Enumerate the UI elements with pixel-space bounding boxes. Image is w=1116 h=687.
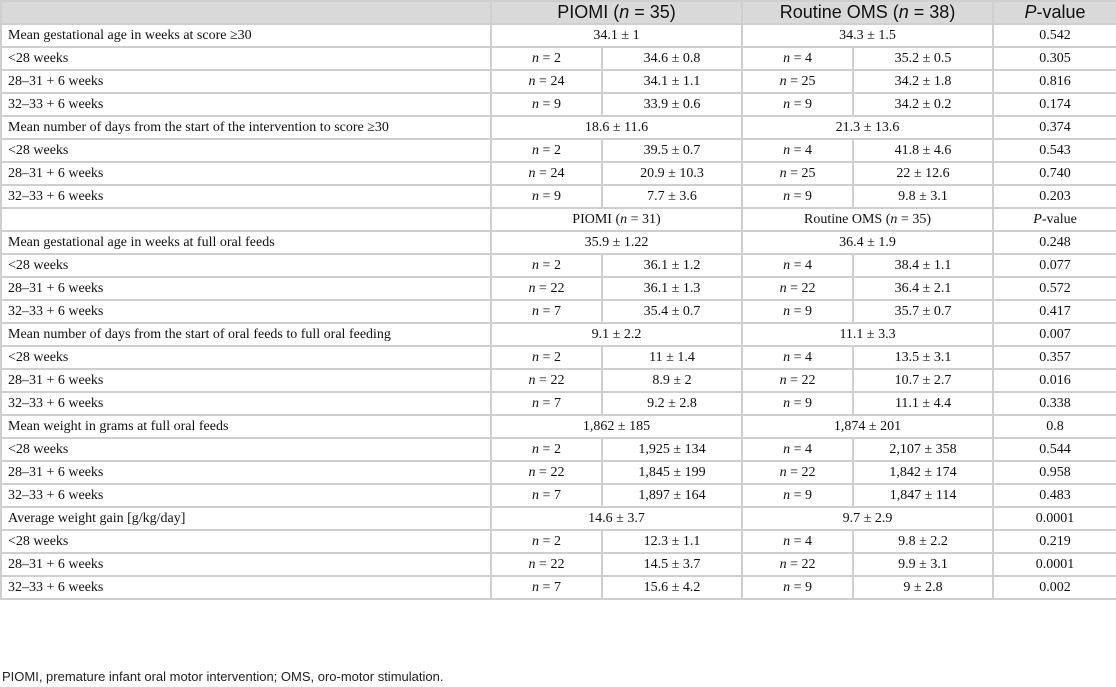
p-value: 0.483	[993, 484, 1116, 507]
routine-oms-n: n = 4	[742, 346, 853, 369]
piomi-n: n = 22	[491, 369, 602, 392]
p-value: 0.544	[993, 438, 1116, 461]
table-row-main	[1, 24, 1116, 47]
routine-oms-n: n = 4	[742, 47, 853, 70]
row-label: Average weight gain [g/kg/day]	[1, 507, 491, 530]
routine-oms-value: 9 ± 2.8	[853, 576, 993, 599]
piomi-value: 1,897 ± 164	[602, 484, 742, 507]
row-label: 28–31 + 6 weeks	[1, 553, 491, 576]
row-label: 32–33 + 6 weeks	[1, 392, 491, 415]
p-value: 0.077	[993, 254, 1116, 277]
table-body	[1, 24, 1116, 599]
piomi-value: 20.9 ± 10.3	[602, 162, 742, 185]
piomi-n: n = 9	[491, 185, 602, 208]
header-row	[1, 1, 1116, 24]
routine-oms-value: 22 ± 12.6	[853, 162, 993, 185]
piomi-value: 33.9 ± 0.6	[602, 93, 742, 116]
routine-oms-n: n = 4	[742, 530, 853, 553]
row-label: 32–33 + 6 weeks	[1, 484, 491, 507]
routine-oms-value: 34.2 ± 0.2	[853, 93, 993, 116]
table-row-sub	[1, 139, 1116, 162]
routine-oms-n: n = 22	[742, 369, 853, 392]
routine-oms-n: n = 9	[742, 392, 853, 415]
routine-oms-value: 9.9 ± 3.1	[853, 553, 993, 576]
table-row-sub	[1, 461, 1116, 484]
table-row-sub	[1, 553, 1116, 576]
routine-oms-value: 36.4 ± 1.9	[742, 231, 993, 254]
routine-oms-value: 36.4 ± 2.1	[853, 277, 993, 300]
table-row-sub	[1, 70, 1116, 93]
piomi-value: 15.6 ± 4.2	[602, 576, 742, 599]
row-label	[1, 208, 491, 231]
routine-oms-n: n = 9	[742, 185, 853, 208]
piomi-value: 36.1 ± 1.3	[602, 277, 742, 300]
table-row-sub	[1, 254, 1116, 277]
piomi-value: 1,862 ± 185	[491, 415, 742, 438]
routine-oms-value: 35.7 ± 0.7	[853, 300, 993, 323]
piomi-value: 34.1 ± 1.1	[602, 70, 742, 93]
routine-oms-value: 9.8 ± 2.2	[853, 530, 993, 553]
routine-oms-value: 35.2 ± 0.5	[853, 47, 993, 70]
piomi-value: 7.7 ± 3.6	[602, 185, 742, 208]
row-label: 32–33 + 6 weeks	[1, 185, 491, 208]
routine-oms-value: 38.4 ± 1.1	[853, 254, 993, 277]
p-value: 0.016	[993, 369, 1116, 392]
row-label: 28–31 + 6 weeks	[1, 369, 491, 392]
p-value: 0.816	[993, 70, 1116, 93]
p-value: 0.417	[993, 300, 1116, 323]
row-label: <28 weeks	[1, 530, 491, 553]
table-row-main	[1, 323, 1116, 346]
piomi-n: n = 2	[491, 346, 602, 369]
p-value: 0.338	[993, 392, 1116, 415]
piomi-n: n = 2	[491, 254, 602, 277]
routine-oms-value: 41.8 ± 4.6	[853, 139, 993, 162]
piomi-value: 36.1 ± 1.2	[602, 254, 742, 277]
row-label: <28 weeks	[1, 438, 491, 461]
table-row-sub	[1, 346, 1116, 369]
row-label: 32–33 + 6 weeks	[1, 576, 491, 599]
piomi-value: 14.6 ± 3.7	[491, 507, 742, 530]
table-row-sub	[1, 47, 1116, 70]
routine-oms-n: n = 25	[742, 70, 853, 93]
routine-oms-value: 2,107 ± 358	[853, 438, 993, 461]
piomi-n: n = 7	[491, 484, 602, 507]
routine-oms-n: n = 22	[742, 553, 853, 576]
table-row-main	[1, 415, 1116, 438]
piomi-n: n = 2	[491, 139, 602, 162]
row-label: Mean gestational age in weeks at score ≥30	[1, 24, 491, 47]
routine-oms-value: 9.7 ± 2.9	[742, 507, 993, 530]
table-row-sub	[1, 277, 1116, 300]
row-label: <28 weeks	[1, 47, 491, 70]
p-value: 0.305	[993, 47, 1116, 70]
row-label: <28 weeks	[1, 346, 491, 369]
subheader-piomi: PIOMI (n = 31)	[491, 208, 742, 231]
routine-oms-value: 10.7 ± 2.7	[853, 369, 993, 392]
routine-oms-n: n = 25	[742, 162, 853, 185]
table-footnote: PIOMI, premature infant oral motor intervention; OMS, oro-motor stimulation.	[2, 669, 444, 684]
row-label: <28 weeks	[1, 254, 491, 277]
piomi-value: 9.2 ± 2.8	[602, 392, 742, 415]
piomi-n: n = 7	[491, 392, 602, 415]
p-value: 0.740	[993, 162, 1116, 185]
routine-oms-value: 13.5 ± 3.1	[853, 346, 993, 369]
subheader-p-value: P-value	[993, 208, 1116, 231]
row-label: 28–31 + 6 weeks	[1, 461, 491, 484]
routine-oms-value: 34.2 ± 1.8	[853, 70, 993, 93]
routine-oms-value: 1,847 ± 114	[853, 484, 993, 507]
routine-oms-value: 11.1 ± 3.3	[742, 323, 993, 346]
header-routine-oms: Routine OMS (n = 38)	[742, 1, 993, 24]
piomi-value: 34.1 ± 1	[491, 24, 742, 47]
routine-oms-n: n = 9	[742, 300, 853, 323]
piomi-n: n = 24	[491, 162, 602, 185]
piomi-value: 34.6 ± 0.8	[602, 47, 742, 70]
table-row-sub	[1, 438, 1116, 461]
p-value: 0.543	[993, 139, 1116, 162]
p-value: 0.542	[993, 24, 1116, 47]
subheader-routine-oms: Routine OMS (n = 35)	[742, 208, 993, 231]
piomi-value: 1,925 ± 134	[602, 438, 742, 461]
routine-oms-n: n = 4	[742, 438, 853, 461]
table-row-main	[1, 231, 1116, 254]
header-piomi: PIOMI (n = 35)	[491, 1, 742, 24]
piomi-n: n = 22	[491, 461, 602, 484]
p-value: 0.374	[993, 116, 1116, 139]
table-row-main	[1, 507, 1116, 530]
header-p-value: P-value	[993, 1, 1116, 24]
row-label: 32–33 + 6 weeks	[1, 93, 491, 116]
routine-oms-n: n = 4	[742, 139, 853, 162]
p-value: 0.0001	[993, 553, 1116, 576]
routine-oms-value: 9.8 ± 3.1	[853, 185, 993, 208]
table-row-sub	[1, 530, 1116, 553]
piomi-value: 35.9 ± 1.22	[491, 231, 742, 254]
piomi-n: n = 22	[491, 277, 602, 300]
row-label: 28–31 + 6 weeks	[1, 162, 491, 185]
routine-oms-value: 11.1 ± 4.4	[853, 392, 993, 415]
row-label: Mean weight in grams at full oral feeds	[1, 415, 491, 438]
table-row-sub	[1, 576, 1116, 599]
row-label: 28–31 + 6 weeks	[1, 277, 491, 300]
piomi-value: 35.4 ± 0.7	[602, 300, 742, 323]
p-value: 0.572	[993, 277, 1116, 300]
header-blank	[1, 1, 491, 24]
piomi-n: n = 2	[491, 530, 602, 553]
table-row-sub	[1, 392, 1116, 415]
piomi-value: 12.3 ± 1.1	[602, 530, 742, 553]
p-value: 0.0001	[993, 507, 1116, 530]
p-value: 0.203	[993, 185, 1116, 208]
piomi-value: 9.1 ± 2.2	[491, 323, 742, 346]
routine-oms-n: n = 4	[742, 254, 853, 277]
piomi-n: n = 22	[491, 553, 602, 576]
row-label: 28–31 + 6 weeks	[1, 70, 491, 93]
routine-oms-value: 21.3 ± 13.6	[742, 116, 993, 139]
piomi-n: n = 9	[491, 93, 602, 116]
p-value: 0.007	[993, 323, 1116, 346]
table-row-sub	[1, 93, 1116, 116]
piomi-value: 11 ± 1.4	[602, 346, 742, 369]
table-row-sub	[1, 300, 1116, 323]
piomi-n: n = 2	[491, 47, 602, 70]
table-row-sub	[1, 369, 1116, 392]
piomi-value: 8.9 ± 2	[602, 369, 742, 392]
routine-oms-n: n = 9	[742, 93, 853, 116]
p-value: 0.357	[993, 346, 1116, 369]
piomi-value: 1,845 ± 199	[602, 461, 742, 484]
routine-oms-value: 34.3 ± 1.5	[742, 24, 993, 47]
table-row-sub	[1, 484, 1116, 507]
row-label: <28 weeks	[1, 139, 491, 162]
p-value: 0.219	[993, 530, 1116, 553]
table-row-main	[1, 116, 1116, 139]
table-row-sub	[1, 162, 1116, 185]
p-value: 0.958	[993, 461, 1116, 484]
routine-oms-n: n = 22	[742, 461, 853, 484]
routine-oms-value: 1,842 ± 174	[853, 461, 993, 484]
p-value: 0.248	[993, 231, 1116, 254]
row-label: Mean gestational age in weeks at full oral feeds	[1, 231, 491, 254]
p-value: 0.002	[993, 576, 1116, 599]
piomi-n: n = 7	[491, 576, 602, 599]
row-label: Mean number of days from the start of the intervention to score ≥30	[1, 116, 491, 139]
row-label: Mean number of days from the start of oral feeds to full oral feeding	[1, 323, 491, 346]
routine-oms-n: n = 22	[742, 277, 853, 300]
piomi-n: n = 2	[491, 438, 602, 461]
piomi-value: 18.6 ± 11.6	[491, 116, 742, 139]
piomi-value: 39.5 ± 0.7	[602, 139, 742, 162]
piomi-value: 14.5 ± 3.7	[602, 553, 742, 576]
p-value: 0.8	[993, 415, 1116, 438]
routine-oms-value: 1,874 ± 201	[742, 415, 993, 438]
table-row-sub	[1, 185, 1116, 208]
table-subheader-row	[1, 208, 1116, 231]
row-label: 32–33 + 6 weeks	[1, 300, 491, 323]
piomi-n: n = 24	[491, 70, 602, 93]
routine-oms-n: n = 9	[742, 484, 853, 507]
routine-oms-n: n = 9	[742, 576, 853, 599]
p-value: 0.174	[993, 93, 1116, 116]
piomi-n: n = 7	[491, 300, 602, 323]
